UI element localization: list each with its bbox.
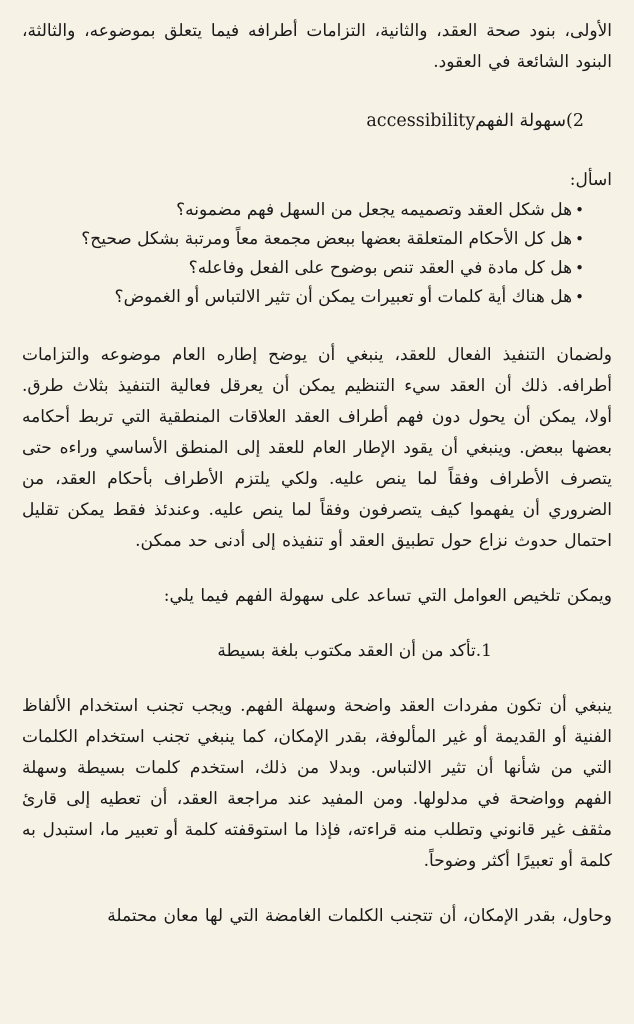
factors-paragraph: ويمكن تلخيص العوامل التي تساعد على سهولة الفهم فيما يلي:	[163, 586, 612, 606]
final-paragraph: وحاول، بقدر الإمكان، أن تتجنب الكلمات الغامضة التي لها معان محتملة	[107, 906, 612, 926]
spacer	[22, 612, 612, 636]
section-heading-accessibility: 2)سهولة الفهمaccessibility	[366, 111, 584, 131]
numbered-item-1: 1.تأكد من أن العقد مكتوب بلغة بسيطة	[217, 641, 492, 661]
spacer	[22, 137, 612, 165]
bullet-icon: •	[575, 288, 584, 306]
question-item-4	[22, 283, 584, 312]
enforcement-paragraph: ولضمان التنفيذ الفعال للعقد، ينبغي أن يوضح إطاره العام موضوعه والتزامات أطرافه. ذلك أن العقد سيء التنظيم يمكن أن يعرقل فعالية التنفيذ بثلاث طرق. أولا، يمكن أن يحول دون فهم أطراف العقد العلاقات المنطقية التي تربط أحكامه بعضها ببعض. وينبغي أن يقود الإطار العام للعقد إلى المنطق الأساسي وراءه حتى يتصرف الأطراف وفقاً لما ينص عليه. ولكي يلتزم الأطراف بأحكام العقد، من الضروري أن يفهموا كيف يتصرفون وفقاً لما ينص عليه. وعندئذ فقط يمكن تقليل احتمال حدوث نزاع حول تطبيق العقد أو تنفيذه إلى أدنى حد ممكن.	[22, 345, 612, 551]
questions-list	[22, 196, 612, 312]
spacer	[22, 557, 612, 581]
spacer	[22, 78, 612, 106]
intro-paragraph: الأولى، بنود صحة العقد، والثانية، التزامات أطرافه فيما يتعلق بموضوعه، والثالثة، البنود الشائعة في العقود.	[22, 21, 612, 72]
bullet-icon: •	[575, 259, 584, 277]
question-text: هل شكل العقد وتصميمه يجعل من السهل فهم مضمونه؟	[176, 200, 573, 220]
question-text: هل كل الأحكام المتعلقة بعضها ببعض مجمعة معاً ومرتبة بشكل صحيح؟	[81, 229, 573, 249]
question-item-3	[22, 254, 584, 283]
question-text: هل كل مادة في العقد تنص بوضوح على الفعل وفاعله؟	[188, 258, 573, 278]
question-item-2	[22, 225, 584, 254]
question-text: هل هناك أية كلمات أو تعبيرات يمكن أن تثير الالتباس أو الغموض؟	[114, 287, 573, 307]
bullet-icon: •	[575, 230, 584, 248]
bullet-icon: •	[575, 201, 584, 219]
spacer	[22, 312, 612, 340]
vocabulary-paragraph: ينبغي أن تكون مفردات العقد واضحة وسهلة الفهم. ويجب تجنب استخدام الألفاظ الفنية أو القديمة أو غير المألوفة، بقدر الإمكان، كما ينبغي تجنب استخدام الكلمات التي من شأنها أن تثير الالتباس. وبدلا من ذلك، استخدم كلمات بسيطة وسهلة الفهم وواضحة في مدلولها. ومن المفيد عند مراجعة العقد، أن تعطيه إلى قارئ مثقف غير قانوني وتطلب منه قراءته، فإذا ما استوقفته كلمة أو تعبير ما، استبدل به كلمة أو تعبيرًا أكثر وضوحاً.	[22, 696, 612, 871]
spacer	[22, 877, 612, 901]
spacer	[22, 667, 612, 691]
ask-label: اسأل:	[569, 170, 612, 190]
question-item-1	[22, 196, 584, 225]
